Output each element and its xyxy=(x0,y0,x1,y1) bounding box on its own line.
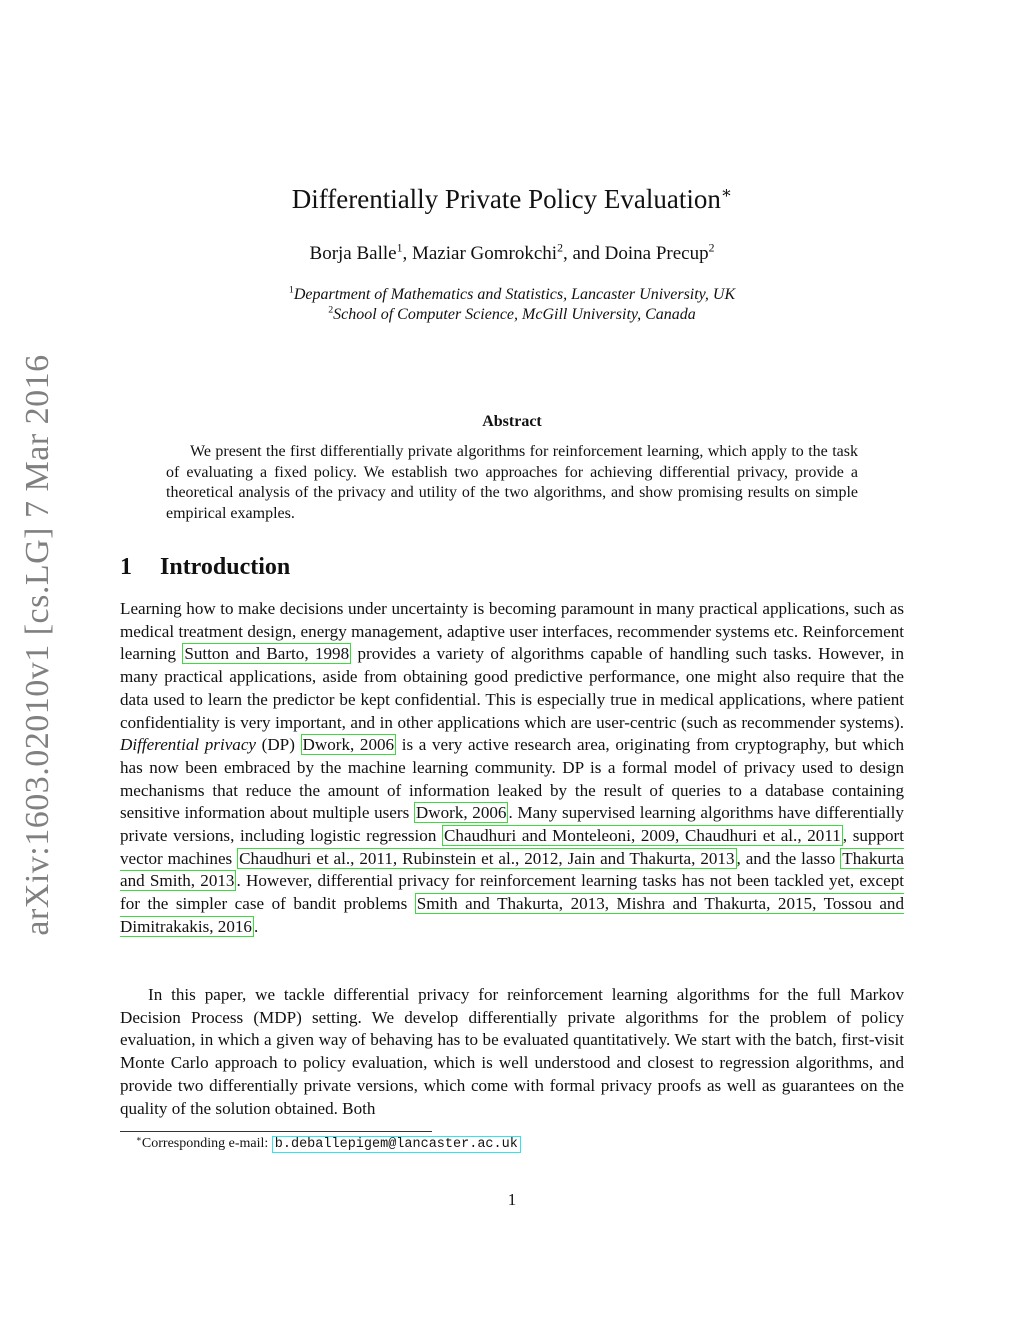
paragraph-text: . However, differential privacy for reinforcement learning tasks has not been tackled yet, except for the simpler case of bandit problems xyxy=(120,871,905,914)
intro-paragraph-2: In this paper, we tackle differential privacy for reinforcement learning algorithms for the full Markov Decision Process (MDP) setting. We develop differentially private algorithms for the problem of policy evaluation, in which a given way of behaving has to be evaluated quantitatively. We start with the batch, first-visit Monte Carlo approach to policy evaluation, which is well understood and closest to regression algorithms, and provide two differentially private versions, which come with formal privacy proofs as well as guarantees on the quality of the solution obtained. Both xyxy=(120,985,904,1118)
paper-title-text: Differentially Private Policy Evaluation xyxy=(291,184,721,214)
author-name: Borja Balle xyxy=(309,243,397,264)
arxiv-identifier-text: arXiv:1603.02010v1 [cs.LG] 7 Mar 2016 xyxy=(19,354,56,936)
paragraph-text: . xyxy=(253,916,259,936)
affiliation-text: School of Computer Science, McGill University, Canada xyxy=(333,306,696,323)
footnote xyxy=(136,1133,521,1152)
paragraph-text: (DP) xyxy=(256,735,301,755)
emphasized-term: Differential privacy xyxy=(120,735,257,755)
citation-link[interactable]: Chaudhuri and Monteleoni, 2009, Chaudhuri et al., 2011 xyxy=(444,826,841,846)
author-separator: , and xyxy=(562,243,605,264)
section-title: Introduction xyxy=(160,554,291,580)
footnote-rule xyxy=(120,1131,432,1132)
paragraph-text: , and the lasso xyxy=(736,848,841,868)
title-footnote-mark: ∗ xyxy=(720,183,733,202)
author-separator: , xyxy=(402,243,412,264)
intro-paragraph-1 xyxy=(120,598,904,939)
affiliation-text: Department of Mathematics and Statistics, Lancaster University, UK xyxy=(293,286,736,303)
page-number: 1 xyxy=(507,1190,517,1209)
footnote-mark: ∗ xyxy=(136,1133,142,1144)
author-name: Maziar Gomrokchi xyxy=(411,243,558,264)
section-number: 1 xyxy=(120,554,132,580)
affiliation-2 xyxy=(0,306,1024,324)
citation-link[interactable]: Dwork, 2006 xyxy=(415,803,507,823)
affiliation-mark: 2 xyxy=(328,304,334,316)
email-link[interactable]: b.deballepigem@lancaster.ac.uk xyxy=(272,1136,521,1153)
paragraph-text: provides a variety of algorithms capable of handling such tasks. However, in many practical applications, aside from obtaining good predictive performance, one might also require that the data used to learn the predictor be kept confidential. This is especially true in medical applications, where patient confidentiality is very important, and in other applications which are user-centric (such as recommender systems). xyxy=(120,644,904,732)
citation-link[interactable]: Smith and Thakurta, 2013, Mishra and Thakurta, 2015, Tossou and Dimitrakakis, 2016 xyxy=(120,894,904,936)
citation-link[interactable]: Thakurta and Smith, 2013 xyxy=(120,848,904,891)
author-list xyxy=(0,243,1024,265)
citation-link[interactable]: Chaudhuri et al., 2011, Rubinstein et al., 2012, Jain and Thakurta, 2013 xyxy=(239,848,735,868)
paragraph-text: . Many supervised learning algorithms have differentially private versions, including logistic regression xyxy=(120,803,904,846)
abstract-body: We present the first differentially private algorithms for reinforcement learning, which apply to the task of evaluating a fixed policy. We establish two approaches for achieving differential privacy, provide a theoretical analysis of the privacy and utility of the two algorithms, and show promising results on simple empirical examples. xyxy=(166,443,858,522)
author-affiliation-mark: 2 xyxy=(708,241,715,255)
footnote-label: Corresponding e-mail: xyxy=(141,1136,272,1151)
citation-link[interactable]: Dwork, 2006 xyxy=(302,735,395,755)
paragraph-text: , support vector machines xyxy=(120,826,904,868)
paragraph-text: Learning how to make decisions under uncertainty is becoming paramount in many practical applications, such as medical treatment design, energy management, adaptive user interfaces, recommender systems etc. Reinforcement learning xyxy=(120,599,904,664)
citation-link[interactable]: Sutton and Barto, 1998 xyxy=(184,644,350,664)
paragraph-text: is a very active research area, originating from cryptography, but which has now been embraced by the machine learning community. DP is a formal model of privacy used to design mechanisms that reduce the amount of information leaked by the result of queries to a database containing sensitive information about multiple users xyxy=(120,735,904,823)
affiliation-1 xyxy=(0,286,1024,304)
author-name: Doina Precup xyxy=(604,243,709,264)
author-affiliation-mark: 2 xyxy=(557,241,563,255)
affiliation-mark: 1 xyxy=(288,284,294,296)
author-affiliation-mark: 1 xyxy=(396,241,403,255)
abstract-heading: Abstract xyxy=(482,413,542,430)
paper-title xyxy=(0,184,1024,215)
section-heading xyxy=(120,554,290,581)
